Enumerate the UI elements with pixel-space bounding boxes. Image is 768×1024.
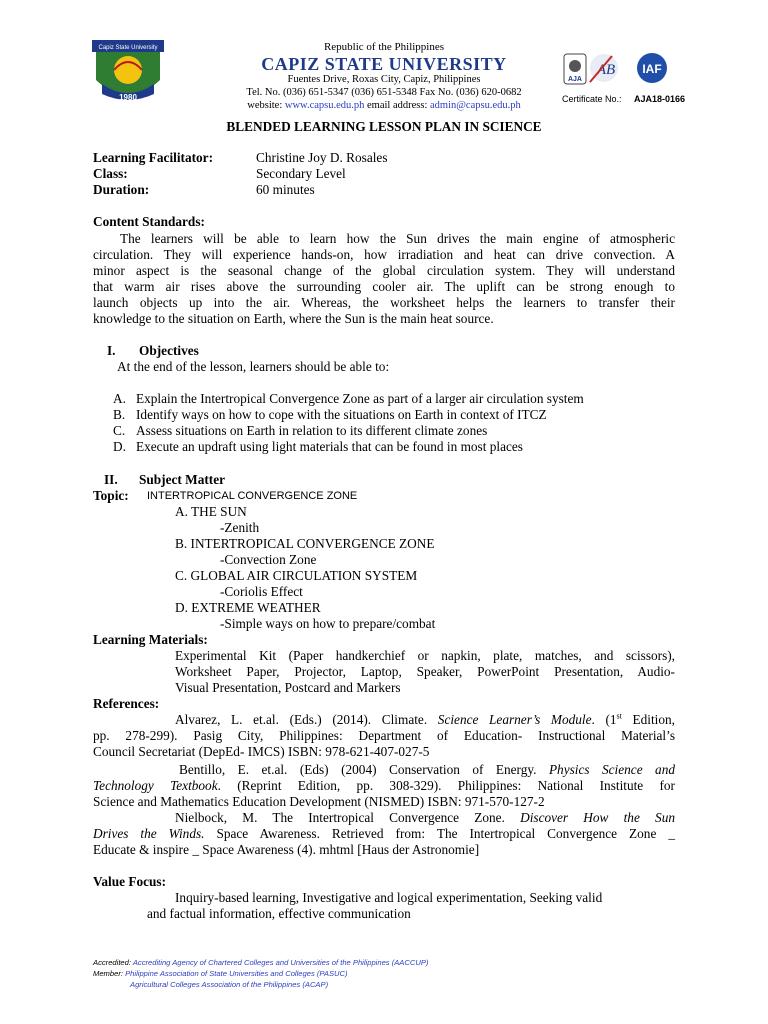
svg-text:Certificate No.:: Certificate No.: — [562, 94, 622, 104]
reference-3-line — [93, 826, 675, 842]
svg-text:AJA: AJA — [567, 76, 583, 83]
member-line — [130, 980, 328, 989]
contact-line — [200, 99, 568, 112]
duration-label: Duration: — [93, 182, 150, 197]
learning-materials-label: Learning Materials: — [93, 632, 208, 647]
email-link[interactable]: admin@capsu.edu.ph — [430, 100, 521, 111]
website-label: website: — [247, 100, 283, 111]
document-title: BLENDED LEARNING LESSON PLAN IN SCIENCE — [226, 119, 542, 134]
content-standards-line: launch objects up into the air. Whereas, the worksheet helps the learners to transfer their — [93, 295, 675, 310]
website-link[interactable]: www.capsu.edu.ph — [284, 100, 365, 111]
reference-text: Space Awareness. Retrieved from: The Intertropical Convergence Zone _ — [204, 826, 675, 841]
facilitator-label: Learning Facilitator: — [93, 150, 214, 165]
accredited-value: Accrediting Agency of Chartered Colleges and Universities of the Philippines (AACCUP) — [132, 958, 429, 967]
member-line — [93, 969, 348, 978]
objective-letter: D. — [113, 439, 126, 454]
topic-subitem: -Zenith — [220, 520, 260, 535]
reference-text: Alvarez, L. et.al. (Eds.) (2014). Climate. — [175, 712, 438, 727]
content-standards-line: circulation. They will experience hands-on, how irradiation and heat can drive convection. A — [93, 247, 675, 262]
topic-subitem: -Simple ways on how to prepare/combat — [220, 616, 436, 631]
value-focus-line: Inquiry-based learning, Investigative and logical experimentation, Seeking valid — [175, 890, 603, 905]
content-standards-line: that warm air rises above the surrounding cooler air. The uplift can be strong enough to — [93, 279, 675, 294]
objective-text: Assess situations on Earth in relation to its different climate zones — [136, 423, 488, 438]
subject-matter-heading: Subject Matter — [139, 472, 226, 487]
reference-text: Nielbock, M. The Intertropical Convergence Zone. — [175, 810, 521, 825]
university-name: CAPIZ STATE UNIVERSITY — [261, 54, 507, 74]
member-value: Philippine Association of State Universities and Colleges (PASUC) — [125, 969, 348, 978]
facilitator-value: Christine Joy D. Rosales — [256, 150, 388, 165]
objective-text: Execute an updraft using light materials that can be found in most places — [136, 439, 523, 454]
content-standards-line: knowledge to the situation on Earth, where the Sun is the main heat source. — [93, 311, 494, 326]
objective-letter: C. — [113, 423, 126, 438]
duration-value: 60 minutes — [256, 182, 315, 197]
learning-materials-line: Worksheet Paper, Projector, Laptop, Speaker, PowerPoint Presentation, Audio- — [175, 664, 675, 679]
republic-line: Republic of the Philippines — [323, 41, 445, 53]
topic-label: Topic: — [93, 488, 129, 503]
topic-subitem: -Coriolis Effect — [220, 584, 303, 599]
topic-item: A. THE SUN — [175, 504, 247, 519]
reference-text: Bentillo, E. et.al. (Eds) (2004) Conservation of Energy. — [179, 762, 549, 777]
reference-text: . (Reprint Edition, pp. 308-329). Philippines: National Institute for — [217, 778, 675, 793]
address-line: Fuentes Drive, Roxas City, Capiz, Philippines — [287, 74, 481, 85]
objective-text: Explain the Intertropical Convergence Zone as part of a larger air circulation system — [136, 391, 584, 406]
svg-text:IAF: IAF — [642, 62, 662, 76]
reference-text: Edition, — [621, 712, 675, 727]
certification-logos — [560, 52, 686, 108]
reference-title: Discover How the Sun — [520, 810, 675, 825]
subject-matter-numeral: II. — [104, 472, 118, 487]
reference-1-line: pp. 278-299). Pasig City, Philippines: Department of Education- Instructional Material’s — [93, 728, 675, 743]
topic-value: INTERTROPICAL CONVERGENCE ZONE — [147, 490, 358, 502]
accredited-line — [93, 958, 428, 967]
value-focus-line: and factual information, effective communication — [147, 906, 411, 921]
content-standards-heading: Content Standards: — [93, 214, 205, 229]
member-label: Member: — [93, 969, 123, 978]
learning-materials-line: Experimental Kit (Paper handkerchief or napkin, plate, matches, and scissors), — [175, 648, 675, 663]
email-label: email address: — [367, 100, 428, 111]
reference-2-line: Science and Mathematics Education Development (NISMED) ISBN: 971-570-127-2 — [93, 794, 545, 809]
topic-subitem: -Convection Zone — [220, 552, 317, 567]
reference-title: Science Learner’s Module — [437, 712, 592, 727]
reference-2-line — [93, 778, 675, 794]
value-focus-label: Value Focus: — [93, 874, 167, 889]
superscript: st — [616, 711, 622, 721]
reference-title: Drives the Winds. — [93, 826, 205, 841]
content-standards-line: minor aspect is the seasonal change of the global circulation system. They will understand — [93, 263, 675, 278]
university-seal-logo — [92, 40, 164, 106]
reference-title: Physics Science and — [548, 762, 676, 777]
member-value: Agricultural Colleges Association of the Philippines (ACAP) — [130, 980, 329, 989]
topic-item: D. EXTREME WEATHER — [175, 600, 321, 615]
objective-letter: A. — [113, 391, 126, 406]
topic-item: C. GLOBAL AIR CIRCULATION SYSTEM — [175, 568, 418, 583]
reference-1-line: Council Secretariat (DepEd- IMCS) ISBN: 978-621-407-027-5 — [93, 744, 430, 759]
tel-line: Tel. No. (036) 651-5347 (036) 651-5348 Fax No. (036) 620-0682 — [246, 87, 522, 98]
aja-iaf-icon — [560, 52, 686, 108]
references-label: References: — [93, 696, 160, 711]
reference-2-line — [179, 762, 675, 778]
objective-text: Identify ways on how to cope with the situations on Earth in context of ITCZ — [136, 407, 547, 422]
class-value: Secondary Level — [256, 166, 346, 181]
class-label: Class: — [93, 166, 128, 181]
objectives-numeral: I. — [107, 343, 116, 358]
learning-materials-line: Visual Presentation, Postcard and Markers — [175, 680, 401, 695]
svg-text:Capiz State University: Capiz State University — [98, 45, 158, 51]
objectives-intro: At the end of the lesson, learners should be able to: — [117, 359, 390, 374]
reference-text: . (1 — [591, 712, 617, 727]
reference-3-line: Educate & inspire _ Space Awareness (4). mhtml [Haus der Astronomie] — [93, 842, 480, 857]
reference-3-line — [175, 810, 675, 826]
reference-1-line — [175, 712, 675, 728]
objectives-heading: Objectives — [139, 343, 199, 358]
svg-text:AJA18-0166: AJA18-0166 — [634, 94, 686, 104]
svg-text:AB: AB — [596, 62, 616, 78]
svg-text:1980: 1980 — [119, 93, 137, 102]
objective-letter: B. — [113, 407, 126, 422]
content-standards-line: The learners will be able to learn how the Sun drives the main engine of atmospheric — [120, 231, 675, 246]
topic-item: B. INTERTROPICAL CONVERGENCE ZONE — [175, 536, 435, 551]
accredited-label: Accredited: — [93, 958, 131, 967]
reference-title: Technology Textbook — [93, 778, 218, 793]
